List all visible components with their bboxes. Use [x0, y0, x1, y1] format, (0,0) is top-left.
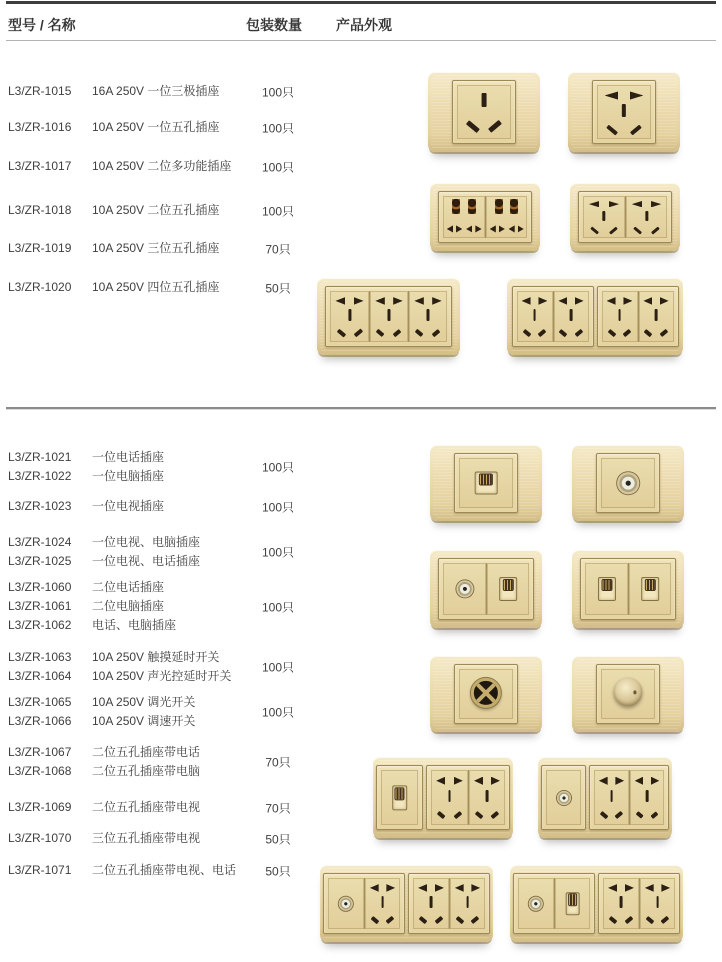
- package-quantity: 100只: [261, 85, 295, 99]
- model-code: L3/ZR-1065: [8, 695, 72, 709]
- model-code: L3/ZR-1023: [8, 499, 72, 513]
- angled-pin-slot-icon: [475, 811, 484, 819]
- earth-pin-slot-icon: [348, 309, 351, 321]
- angled-pin-slot-icon: [432, 329, 441, 337]
- flat-pin-slot-icon: [635, 777, 644, 785]
- flat-pin-slot-icon: [609, 201, 620, 207]
- flat-pin-slot-icon: [474, 777, 483, 785]
- five-hole-module: [597, 85, 651, 139]
- flat-pin-slot-icon: [558, 297, 567, 305]
- universal-slot-icon: [518, 225, 524, 232]
- earth-pin-slot-icon: [645, 211, 648, 221]
- model-name: 一位电话插座: [92, 450, 165, 464]
- model-name: 一位电脑插座: [92, 469, 165, 483]
- earth-pin-slot-icon: [656, 896, 659, 908]
- flat-pin-slot-icon: [651, 201, 661, 207]
- angled-pin-slot-icon: [623, 329, 632, 337]
- module-frame: [580, 558, 676, 620]
- five-hole-module: [517, 291, 553, 342]
- coax-connector-icon: [617, 472, 639, 494]
- earth-pin-slot-icon: [381, 896, 384, 908]
- angled-pin-slot-icon: [437, 811, 446, 820]
- package-quantity: 70只: [265, 755, 291, 770]
- coax-module: [601, 458, 655, 508]
- angled-pin-slot-icon: [522, 329, 531, 337]
- model-code: L3/ZR-1066: [8, 714, 72, 728]
- flat-pin-slot-icon: [645, 884, 654, 892]
- flat-pin-slot-icon: [436, 777, 445, 785]
- rj-jack-icon: [597, 577, 615, 601]
- touch-sensor-icon: [471, 677, 501, 707]
- flat-pin-slot-icon: [471, 884, 480, 892]
- round-pin-pair-icon: [510, 199, 518, 214]
- rj-module: [459, 458, 513, 508]
- round-pin-pair-icon: [452, 199, 460, 214]
- model-code: L3/ZR-1021: [8, 450, 72, 464]
- package-quantity: 100只: [261, 600, 295, 614]
- rj-module: [585, 563, 628, 615]
- flat-pin-slot-icon: [605, 91, 619, 99]
- model-code: L3/ZR-1020: [8, 280, 72, 294]
- model-code: L3/ZR-1062: [8, 618, 72, 632]
- universal-slot-icon: [456, 225, 462, 232]
- earth-pin-slot-icon: [448, 790, 451, 803]
- rj-module: [554, 878, 590, 929]
- flat-pin-slot-icon: [630, 91, 644, 99]
- angled-pin-slot-icon: [574, 329, 583, 337]
- three-pole-module: [457, 85, 511, 139]
- angled-pin-slot-icon: [646, 916, 655, 924]
- universal-slot-icon: [509, 225, 515, 232]
- model-name: 电话、电脑插座: [92, 618, 177, 632]
- model-code: L3/ZR-1067: [8, 745, 72, 759]
- package-quantity: 50只: [265, 864, 291, 878]
- five-hole-module: [625, 196, 667, 238]
- angled-pin-slot-icon: [490, 811, 499, 819]
- module-frame: [454, 664, 518, 724]
- five-hole-module: [364, 878, 400, 929]
- angled-pin-slot-icon: [393, 329, 402, 337]
- three-gang-five-hole-socket-image: [317, 278, 460, 355]
- model-name: 10A 250V 调速开关: [92, 714, 196, 728]
- package-quantity: 100只: [261, 204, 295, 218]
- package-quantity: 50只: [265, 281, 291, 295]
- model-code: L3/ZR-1061: [8, 599, 72, 613]
- angled-pin-slot-icon: [607, 329, 616, 337]
- round-pin-pair-icon: [495, 199, 503, 214]
- angled-pin-slot-icon: [538, 329, 547, 337]
- earth-pin-slot-icon: [430, 896, 433, 908]
- coax-connector-icon: [456, 580, 473, 597]
- rj-jack-icon: [475, 472, 498, 495]
- coax-module: [546, 770, 581, 825]
- flat-pin-slot-icon: [651, 777, 660, 785]
- earth-pin-slot-icon: [610, 790, 613, 803]
- coax-connector-icon: [529, 896, 543, 910]
- package-quantity: 100只: [261, 160, 295, 174]
- earth-pin-slot-icon: [655, 309, 658, 321]
- module-frame: [598, 873, 680, 934]
- flat-pin-slot-icon: [455, 884, 464, 892]
- model-code: L3/ZR-1064: [8, 669, 72, 683]
- five-hole-module: [449, 878, 485, 929]
- two-gang-five-hole-socket-image: [570, 183, 680, 251]
- model-name: 一位电视、电话插座: [92, 554, 201, 568]
- flat-pin-slot-icon: [608, 884, 617, 892]
- model-name: 10A 250V 三位五孔插座: [92, 241, 220, 255]
- angled-pin-slot-icon: [453, 811, 462, 820]
- universal-slot-icon: [499, 225, 505, 232]
- earth-pin-slot-icon: [646, 790, 649, 803]
- model-name: 三位五孔插座带电视: [92, 831, 201, 845]
- one-gang-tv-socket-image: [572, 445, 684, 521]
- model-name: 一位电视、电脑插座: [92, 535, 201, 549]
- flat-pin-slot-icon: [615, 777, 624, 785]
- five-hole-module: [603, 878, 639, 929]
- model-name: 10A 250V 声光控延时开关: [92, 669, 232, 683]
- angled-pin-slot-icon: [625, 916, 634, 924]
- coax-module: [443, 563, 486, 615]
- module-frame: [426, 765, 510, 830]
- column-header-qty: 包装数量: [246, 17, 302, 33]
- flat-pin-slot-icon: [589, 201, 600, 207]
- flat-pin-slot-icon: [599, 777, 608, 785]
- two-five-hole-with-phone-socket-image: [373, 757, 513, 838]
- rj-jack-icon: [499, 577, 517, 601]
- column-header-appearance: 产品外观: [336, 17, 392, 33]
- earth-pin-slot-icon: [533, 309, 536, 321]
- angled-pin-slot-icon: [635, 812, 644, 820]
- angled-pin-slot-icon: [435, 916, 444, 924]
- angled-pin-slot-icon: [644, 329, 653, 337]
- column-header-model: 型号 / 名称: [8, 17, 76, 33]
- flat-pin-slot-icon: [375, 297, 385, 305]
- flat-pin-slot-icon: [414, 297, 424, 305]
- earth-pin-slot-icon: [387, 309, 390, 321]
- angled-pin-slot-icon: [633, 227, 642, 235]
- module-frame: [438, 191, 532, 243]
- model-name: 10A 250V 二位多功能插座: [92, 159, 232, 173]
- one-gang-three-pole-socket-image: [428, 72, 540, 152]
- model-name: 10A 250V 调光开关: [92, 695, 196, 709]
- model-code: L3/ZR-1019: [8, 241, 72, 255]
- five-hole-module: [583, 196, 625, 238]
- angled-pin-slot-icon: [371, 916, 380, 924]
- flat-pin-slot-icon: [538, 297, 547, 305]
- angled-pin-slot-icon: [471, 916, 480, 924]
- model-name: 一位电视插座: [92, 499, 165, 513]
- module-frame: [578, 191, 672, 243]
- flat-pin-slot-icon: [575, 297, 584, 305]
- angled-pin-slot-icon: [559, 329, 568, 337]
- flat-pin-slot-icon: [435, 884, 444, 892]
- earth-pin-slot-icon: [570, 309, 573, 321]
- universal-slot-icon: [447, 225, 453, 232]
- model-code: L3/ZR-1060: [8, 580, 72, 594]
- rj-jack-icon: [565, 892, 580, 915]
- flat-pin-slot-icon: [354, 297, 364, 305]
- earth-pin-slot-icon: [466, 896, 469, 908]
- flat-pin-slot-icon: [661, 884, 670, 892]
- universal-slot-icon: [475, 225, 481, 232]
- two-gang-phone-computer-socket-image: [572, 550, 684, 628]
- coax-module: [518, 878, 554, 929]
- rj-jack-icon: [392, 785, 408, 810]
- coax-connector-icon: [557, 791, 571, 805]
- rj-module: [381, 770, 418, 825]
- package-quantity: 100只: [261, 500, 295, 514]
- package-quantity: 100只: [261, 121, 295, 135]
- earth-pin-slot-icon: [426, 309, 429, 321]
- angled-pin-slot-icon: [599, 812, 608, 820]
- rotary-knob-icon: [613, 677, 642, 706]
- flat-pin-slot-icon: [625, 884, 634, 892]
- model-name: 二位电脑插座: [92, 599, 165, 613]
- dimmer-speed-knob-switch-image: [572, 656, 684, 732]
- model-name: 10A 250V 触摸延时开关: [92, 650, 220, 664]
- angled-pin-slot-icon: [606, 124, 618, 135]
- module-frame: [323, 873, 405, 934]
- flat-pin-slot-icon: [418, 884, 427, 892]
- earth-pin-slot-icon: [622, 104, 626, 116]
- angled-pin-slot-icon: [651, 227, 660, 235]
- five-hole-module: [602, 291, 638, 342]
- model-name: 二位五孔插座带电视: [92, 800, 201, 814]
- flat-pin-slot-icon: [393, 297, 403, 305]
- flat-pin-slot-icon: [386, 884, 395, 892]
- angled-pin-slot-icon: [609, 227, 618, 236]
- model-code: L3/ZR-1024: [8, 535, 72, 549]
- tv-computer-socket-image: [430, 550, 542, 628]
- package-quantity: 100只: [261, 460, 295, 475]
- rj-module: [628, 563, 671, 615]
- model-name: 二位五孔插座带电视、电话: [92, 863, 237, 877]
- flat-pin-slot-icon: [623, 297, 632, 305]
- two-five-hole-with-tv-socket-image: [538, 757, 672, 838]
- universal-module: [485, 196, 527, 238]
- module-frame: [592, 80, 656, 144]
- model-code: L3/ZR-1017: [8, 159, 72, 173]
- one-gang-phone-socket-image: [430, 445, 542, 521]
- angled-pin-slot-icon: [488, 120, 501, 132]
- model-code: L3/ZR-1063: [8, 650, 72, 664]
- universal-module: [443, 196, 485, 238]
- five-hole-module: [638, 291, 674, 342]
- angled-pin-slot-icon: [659, 329, 668, 337]
- model-name: 16A 250V 一位三极插座: [92, 84, 220, 98]
- flat-pin-slot-icon: [432, 297, 442, 305]
- angled-pin-slot-icon: [456, 916, 465, 924]
- module-frame: [513, 873, 595, 934]
- flat-pin-slot-icon: [491, 777, 500, 785]
- coax-connector-icon: [339, 896, 353, 910]
- package-quantity: 70只: [265, 242, 291, 256]
- angled-pin-slot-icon: [415, 329, 424, 337]
- module-frame: [454, 453, 518, 513]
- five-hole-module: [330, 291, 369, 342]
- flat-pin-slot-icon: [632, 201, 642, 207]
- five-hole-module: [629, 770, 664, 825]
- flat-pin-slot-icon: [370, 884, 379, 892]
- angled-pin-slot-icon: [336, 329, 345, 338]
- earth-pin-slot-icon: [602, 211, 605, 221]
- module-frame: [512, 286, 594, 347]
- five-hole-module: [431, 770, 468, 825]
- two-five-hole-with-tv-phone-socket-image: [510, 865, 683, 942]
- flat-pin-slot-icon: [335, 297, 345, 305]
- angled-pin-slot-icon: [630, 124, 642, 135]
- angled-pin-slot-icon: [615, 812, 624, 820]
- package-quantity: 50只: [265, 832, 291, 846]
- module-frame: [452, 80, 516, 144]
- module-frame: [596, 664, 660, 724]
- rj-jack-icon: [641, 577, 659, 601]
- universal-slot-icon: [466, 225, 472, 232]
- one-gang-five-hole-socket-image: [568, 72, 680, 152]
- earth-pin-slot-icon: [486, 790, 489, 803]
- angled-pin-slot-icon: [419, 916, 428, 924]
- flat-pin-slot-icon: [660, 297, 669, 305]
- angled-pin-slot-icon: [609, 916, 618, 924]
- model-name: 二位五孔插座带电话: [92, 745, 201, 759]
- model-name: 10A 250V 四位五孔插座: [92, 280, 220, 294]
- model-code: L3/ZR-1071: [8, 863, 72, 877]
- five-hole-module: [468, 770, 505, 825]
- model-code: L3/ZR-1070: [8, 831, 72, 845]
- five-hole-module: [594, 770, 629, 825]
- flat-pin-slot-icon: [522, 297, 531, 305]
- angled-pin-slot-icon: [650, 812, 659, 820]
- coax-module: [328, 878, 364, 929]
- flat-pin-slot-icon: [643, 297, 652, 305]
- five-hole-module: [369, 291, 408, 342]
- model-name: 10A 250V 一位五孔插座: [92, 120, 220, 134]
- touch-module: [459, 669, 513, 719]
- model-name: 10A 250V 二位五孔插座: [92, 203, 220, 217]
- angled-pin-slot-icon: [386, 916, 395, 924]
- two-gang-multifunction-socket-image: [430, 183, 540, 251]
- model-code: L3/ZR-1069: [8, 800, 72, 814]
- five-hole-module: [639, 878, 675, 929]
- angled-pin-slot-icon: [466, 120, 479, 132]
- five-hole-module: [413, 878, 449, 929]
- angled-pin-slot-icon: [353, 329, 362, 338]
- angled-pin-slot-icon: [376, 329, 385, 337]
- model-name: 二位五孔插座带电脑: [92, 764, 201, 778]
- earth-pin-slot-icon: [618, 309, 621, 321]
- module-frame: [325, 286, 452, 347]
- module-frame: [408, 873, 490, 934]
- knob-module: [601, 669, 655, 719]
- package-quantity: 100只: [261, 660, 295, 675]
- module-frame: [589, 765, 669, 830]
- module-frame: [376, 765, 423, 830]
- model-code: L3/ZR-1018: [8, 203, 72, 217]
- module-frame: [596, 453, 660, 513]
- three-five-hole-with-tv-socket-image: [320, 865, 493, 942]
- model-code: L3/ZR-1022: [8, 469, 72, 483]
- four-gang-five-hole-socket-image: [507, 278, 683, 355]
- model-code: L3/ZR-1015: [8, 84, 72, 98]
- module-frame: [438, 558, 534, 620]
- flat-pin-slot-icon: [454, 777, 463, 785]
- touch-delay-switch-image: [430, 656, 542, 732]
- round-pin-pair-icon: [468, 199, 476, 214]
- model-code: L3/ZR-1016: [8, 120, 72, 134]
- package-quantity: 100只: [261, 705, 295, 720]
- angled-pin-slot-icon: [590, 227, 599, 236]
- earth-pin-slot-icon: [620, 896, 623, 908]
- package-quantity: 100只: [261, 545, 295, 560]
- earth-pin-slot-icon: [482, 93, 487, 107]
- package-quantity: 70只: [265, 801, 291, 815]
- universal-slot-icon: [490, 225, 496, 232]
- five-hole-module: [553, 291, 589, 342]
- angled-pin-slot-icon: [661, 916, 670, 924]
- five-hole-module: [408, 291, 447, 342]
- model-code: L3/ZR-1068: [8, 764, 72, 778]
- flat-pin-slot-icon: [607, 297, 616, 305]
- rj-module: [486, 563, 529, 615]
- module-frame: [541, 765, 586, 830]
- model-code: L3/ZR-1025: [8, 554, 72, 568]
- module-frame: [597, 286, 679, 347]
- model-name: 二位电话插座: [92, 580, 165, 594]
